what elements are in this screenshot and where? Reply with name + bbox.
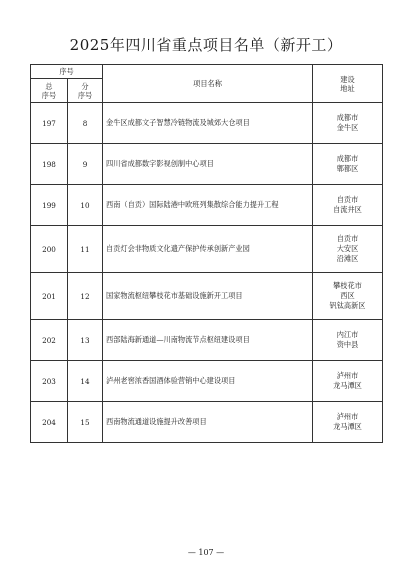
cell-location <box>313 185 383 226</box>
cell-sub: 14 <box>68 361 103 402</box>
location-line: 金牛区 <box>336 123 359 132</box>
location-line: 成都市 <box>336 154 359 163</box>
table-row <box>31 185 383 226</box>
cell-sub: 13 <box>68 320 103 361</box>
project-name-text: 泸州老窖浓香国酒体验营销中心建设项目 <box>106 376 236 385</box>
cell-total: 202 <box>31 320 68 361</box>
project-name-text: 四川省成都数字影视创制中心项目 <box>106 159 214 168</box>
cell-location <box>313 361 383 402</box>
table-row <box>31 361 383 402</box>
cell-location <box>313 273 383 320</box>
cell-sub: 8 <box>68 103 103 144</box>
cell-location <box>313 226 383 273</box>
cell-project-name <box>103 103 313 144</box>
cell-sub: 9 <box>68 144 103 185</box>
cell-location <box>313 144 383 185</box>
cell-location <box>313 320 383 361</box>
header-location <box>313 65 383 103</box>
project-name-text: 西南（自贡）国际陆港中欧班列集散综合能力提升工程 <box>106 200 279 209</box>
table-row <box>31 103 383 144</box>
table-row <box>31 226 383 273</box>
cell-total: 204 <box>31 402 68 443</box>
header-seq-group: 序号 <box>31 65 103 79</box>
location-line: 龙马潭区 <box>333 381 362 390</box>
table-row <box>31 273 383 320</box>
cell-sub: 11 <box>68 226 103 273</box>
location-line: 攀枝花市 <box>333 281 362 290</box>
location-line: 泸州市 <box>336 371 359 380</box>
header-sub-line2: 序号 <box>77 90 93 100</box>
cell-total: 200 <box>31 226 68 273</box>
cell-project-name <box>103 185 313 226</box>
header-total-line1: 总 <box>45 81 53 91</box>
project-name-text: 金牛区成都文子智慧冷链物流及城郊大仓项目 <box>106 118 250 127</box>
cell-sub: 10 <box>68 185 103 226</box>
location-line: 沿滩区 <box>336 254 359 263</box>
cell-total: 197 <box>31 103 68 144</box>
page-number: — 107 — <box>187 548 225 557</box>
cell-total: 199 <box>31 185 68 226</box>
cell-total: 203 <box>31 361 68 402</box>
location-line: 内江市 <box>336 330 359 339</box>
header-sub-seq <box>68 79 103 103</box>
project-table <box>30 64 383 443</box>
header-location-line1: 建设 <box>340 74 355 84</box>
header-location-line2: 地址 <box>340 83 355 93</box>
cell-sub: 12 <box>68 273 103 320</box>
location-line: 钒钛高新区 <box>329 301 366 310</box>
cell-project-name <box>103 320 313 361</box>
cell-project-name <box>103 226 313 273</box>
location-line: 自贡市 <box>336 195 359 204</box>
cell-project-name <box>103 273 313 320</box>
location-line: 龙马潭区 <box>333 422 362 431</box>
location-line: 泸州市 <box>336 412 359 421</box>
location-line: 自贡市 <box>336 234 359 243</box>
project-name-text: 西部陆海新通道—川南物流节点枢纽建设项目 <box>106 335 250 344</box>
location-line: 自流井区 <box>333 205 362 214</box>
cell-project-name <box>103 144 313 185</box>
project-name-text: 国家物流枢纽攀枝花市基础设施新开工项目 <box>106 291 243 300</box>
cell-location <box>313 103 383 144</box>
table-row <box>31 402 383 443</box>
cell-project-name <box>103 361 313 402</box>
header-sub-line1: 分 <box>81 81 89 91</box>
header-total-seq <box>31 79 68 103</box>
location-line: 资中县 <box>336 340 359 349</box>
location-line: 郫都区 <box>336 164 359 173</box>
project-name-text: 西南物流通道设施提升改善项目 <box>106 417 207 426</box>
cell-project-name <box>103 402 313 443</box>
location-line: 成都市 <box>336 113 359 122</box>
header-total-line2: 序号 <box>41 90 57 100</box>
table-row <box>31 320 383 361</box>
table-row <box>31 144 383 185</box>
project-name-text: 自贡灯会非物质文化遗产保护传承创新产业园 <box>106 244 250 253</box>
cell-total: 201 <box>31 273 68 320</box>
cell-sub: 15 <box>68 402 103 443</box>
location-line: 大安区 <box>336 244 359 253</box>
cell-total: 198 <box>31 144 68 185</box>
cell-location <box>313 402 383 443</box>
page-title: 2025年四川省重点项目名单（新开工） <box>69 36 343 54</box>
location-line: 西区 <box>340 291 355 300</box>
header-project-name: 项目名称 <box>103 65 313 103</box>
